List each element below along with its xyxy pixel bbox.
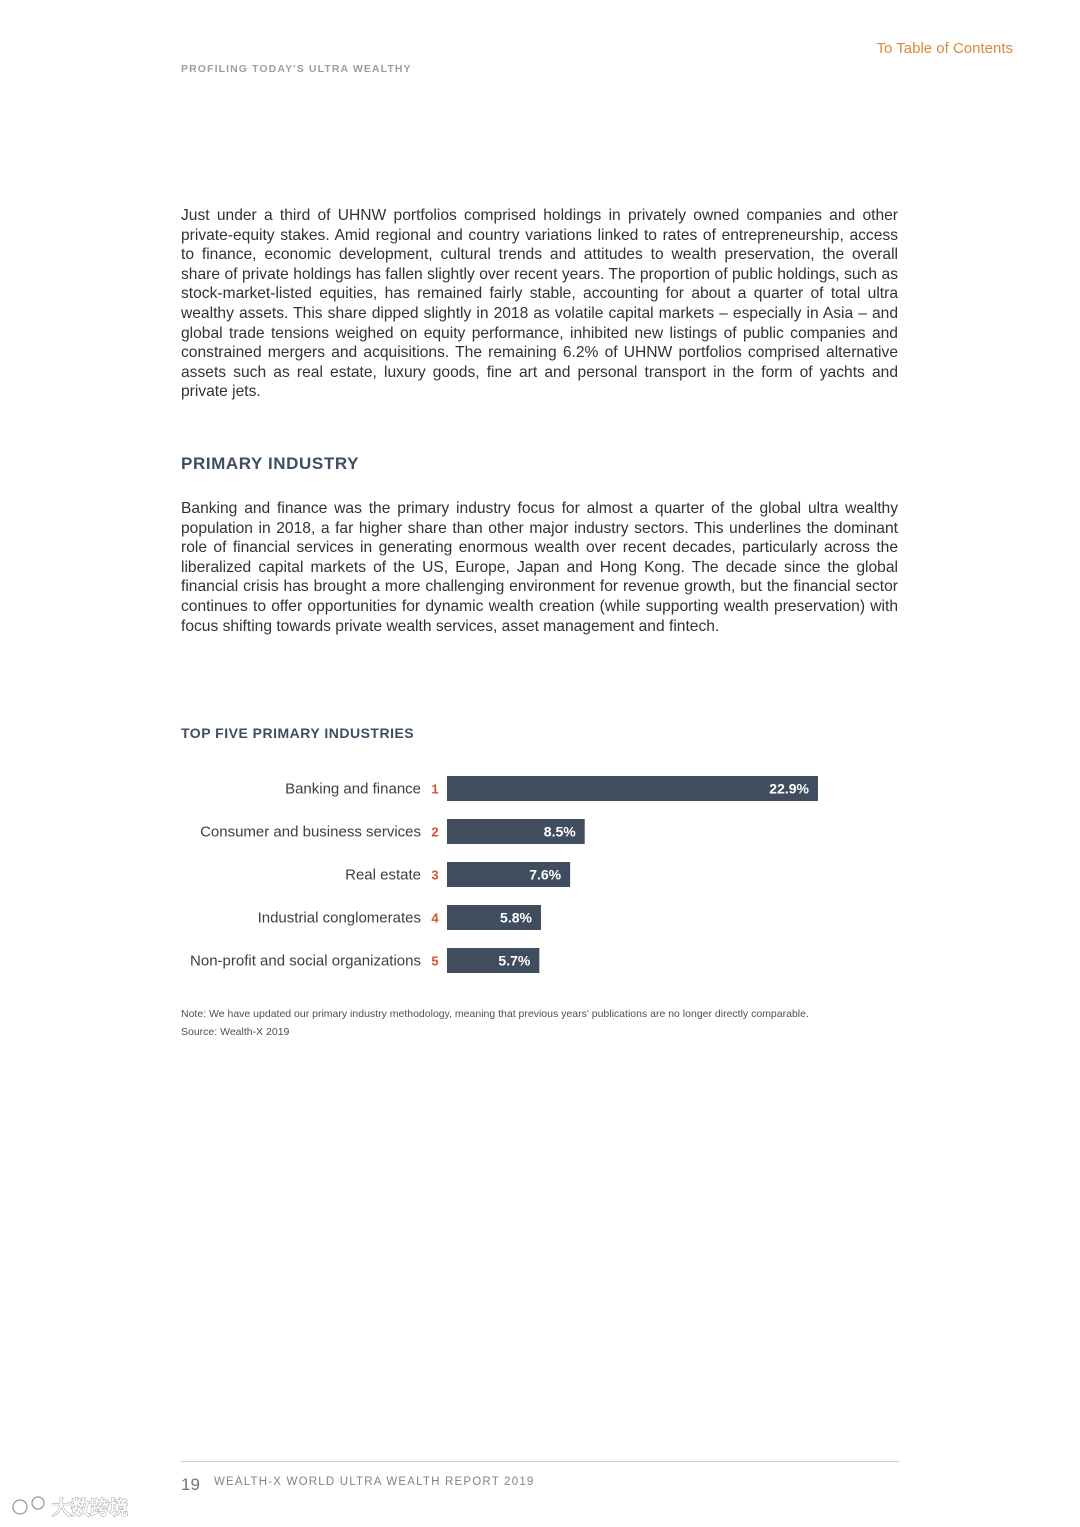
category-label-2: Consumer and business services [200, 823, 421, 841]
category-label-1: Banking and finance [285, 780, 421, 798]
body-paragraph-private-holdings: Just under a third of UHNW portfolios comprised holdings in privately owned companies and other private-equity stakes. Amid regional and country variations linked to rates of entrepreneurship, access to finance, economic development, cultural trends and attitudes to wealth preservation, the overall share of private holdings has fallen slightly over recent years. The proportion of public holdings, such as stock-market-listed equities, has remained fairly stable, accounting for about a quarter of total ultra wealthy assets. This share dipped slightly in 2018 as volatile capital markets – especially in Asia – and global trade tensions weighed on equity performance, inhibited new listings of public companies and constrained mergers and acquisitions. The remaining 6.2% of UHNW portfolios comprised alternative assets such as real estate, luxury goods, fine art and personal transport in the form of yachts and private jets. [181, 207, 898, 401]
rank-label-3: 3 [431, 867, 439, 883]
body-paragraph-primary-industry: Banking and finance was the primary industry focus for almost a quarter of the global ultra wealthy population in 2018, a far higher share than other major industry sectors. This underlines the dominant role of financial services in generating enormous wealth over recent decades, particularly across the liberalized capital markets of the US, Europe, Japan and Hong Kong. The decade since the global financial crisis has brought a more challenging environment for revenue growth, but the financial sector continues to offer opportunities for dynamic wealth creation (while supporting wealth preservation) with focus shifting towards private wealth services, asset management and fintech. [181, 500, 898, 635]
category-label-4: Industrial conglomerates [257, 909, 421, 927]
methodology-note: Note: We have updated our primary industry methodology, meaning that previous years' publications are no longer directly comparable. [181, 1008, 809, 1020]
rank-label-4: 4 [431, 910, 439, 926]
category-label-3: Real estate [345, 866, 421, 884]
page-number: 19 [181, 1475, 200, 1494]
value-label-1: 22.9% [769, 780, 809, 797]
watermark-text: 大数跨境 [52, 1497, 129, 1519]
value-label-4: 5.8% [500, 909, 532, 926]
industry-bar-chart [0, 760, 1080, 990]
table-of-contents-link[interactable]: To Table of Contents [876, 40, 1013, 57]
value-label-3: 7.6% [529, 866, 562, 883]
footer-divider [181, 1461, 899, 1462]
watermark-logo [8, 1492, 148, 1522]
footer-report-title: WEALTH-X WORLD ULTRA WEALTH REPORT 2019 [214, 1476, 535, 1488]
value-label-5: 5.7% [498, 952, 531, 969]
rank-label-2: 2 [431, 824, 439, 840]
rank-label-5: 5 [431, 953, 439, 969]
value-label-2: 8.5% [543, 823, 576, 840]
source-note: Source: Wealth-X 2019 [181, 1026, 290, 1038]
section-heading: PRIMARY INDUSTRY [181, 454, 360, 473]
running-header: PROFILING TODAY'S ULTRA WEALTHY [181, 63, 412, 75]
watermark-glyph-icon [13, 1497, 44, 1514]
chart-notes [181, 1005, 821, 1041]
rank-label-1: 1 [431, 781, 439, 797]
bar-1 [447, 776, 818, 801]
category-label-5: Non-profit and social organizations [190, 952, 421, 970]
chart-title: TOP FIVE PRIMARY INDUSTRIES [181, 725, 415, 741]
